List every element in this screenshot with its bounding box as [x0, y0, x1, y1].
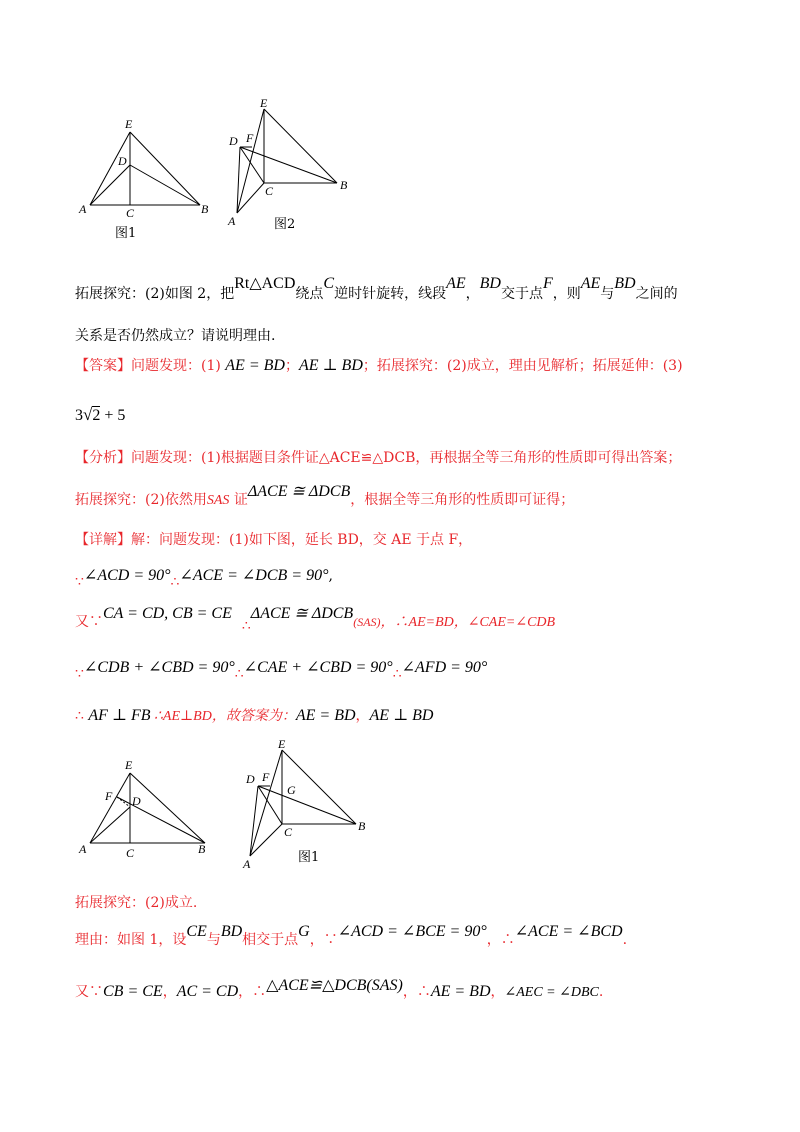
detail-line-5: ∴ AF ⊥ FB ∴AE⊥BD，故答案为：AE = BD，AE ⊥ BD — [75, 707, 434, 724]
figure-top-left — [75, 110, 225, 240]
label-C: C — [265, 184, 274, 198]
label-A: A — [243, 857, 251, 871]
answer-line-2: 3√2 + 5 — [75, 405, 126, 424]
figure-caption: 图1 — [298, 850, 320, 865]
rotated-triangle-diagram — [222, 95, 362, 225]
label-C: C — [284, 825, 293, 839]
label-C: C — [126, 206, 135, 220]
label-B: B — [198, 842, 206, 856]
label-F: F — [262, 770, 270, 784]
label-E: E — [260, 96, 268, 110]
label-D: D — [118, 154, 127, 168]
label-A: A — [79, 202, 87, 216]
figure-caption: 图2 — [274, 217, 296, 232]
label-E: E — [125, 758, 133, 772]
label-B: B — [201, 202, 209, 216]
detail-line-1: 【详解】解：问题发现：(1)如下图，延长 BD，交 AE 于点 F， — [75, 532, 473, 548]
label-G: G — [287, 783, 296, 797]
question-2-line-1: 拓展探究：(2)如图 2，把Rt△ACD绕点C逆时针旋转，线段AE，BD交于点F，则AE与BD之间的 — [75, 275, 678, 302]
detail-line-4: ∵∠CDB + ∠CBD = 90°∴∠CAE + ∠CBD = 90°∴∠AFD = 90° — [75, 659, 488, 682]
label-A: A — [79, 842, 87, 856]
question-2-line-2: 关系是否仍然成立？请说明理由. — [75, 328, 276, 344]
label-D: D — [246, 772, 255, 786]
label-B: B — [340, 178, 348, 192]
answer-line-1: 【答案】问题发现：(1) AE = BD；AE ⊥ BD；拓展探究：(2)成立，理由见解析；拓展延伸：(3) — [75, 357, 683, 374]
label-D: D — [229, 134, 238, 148]
detail-line-2: ∵∠ACD = 90°∴∠ACE = ∠DCB = 90°, — [75, 567, 333, 590]
figure-top-right — [222, 95, 362, 235]
triangle-diagram-with-F — [75, 755, 225, 865]
label-C: C — [126, 846, 135, 860]
label-B: B — [358, 819, 366, 833]
label-D: D — [132, 794, 141, 808]
part2-line-1: 拓展探究：(2)成立. — [75, 895, 198, 911]
label-E: E — [278, 737, 286, 751]
part2-line-3: 又∵CB = CE，AC = CD，∴△ACE≌△DCB(SAS)，∴AE = BD，∠AEC = ∠DBC. — [75, 977, 604, 1000]
label-F: F — [105, 789, 113, 803]
analysis-line-1: 【分析】问题发现：(1)根据题目条件证△ACE≌△DCB，再根据全等三角形的性质即可得出答案； — [75, 450, 682, 466]
label-E: E — [125, 117, 133, 131]
detail-line-3: 又∵CA = CD, CB = CE∴ΔACE ≅ ΔDCB(SAS)，∴AE=BD，∠CAE=∠CDB — [75, 605, 556, 634]
label-F: F — [246, 131, 254, 145]
analysis-line-2: 拓展探究：(2)依然用SAS 证ΔACE ≅ ΔDCB，根据全等三角形的性质即可证得； — [75, 483, 575, 508]
figure-caption: 图1 — [115, 226, 137, 241]
figure-mid-left — [75, 755, 225, 865]
label-A: A — [228, 214, 236, 225]
part2-line-2: 理由：如图 1，设CE与BD相交于点G，∵∠ACD = ∠BCE = 90°，∴∠ACE = ∠BCD. — [75, 923, 628, 948]
triangle-diagram — [75, 110, 225, 220]
figure-mid-right — [238, 736, 378, 871]
